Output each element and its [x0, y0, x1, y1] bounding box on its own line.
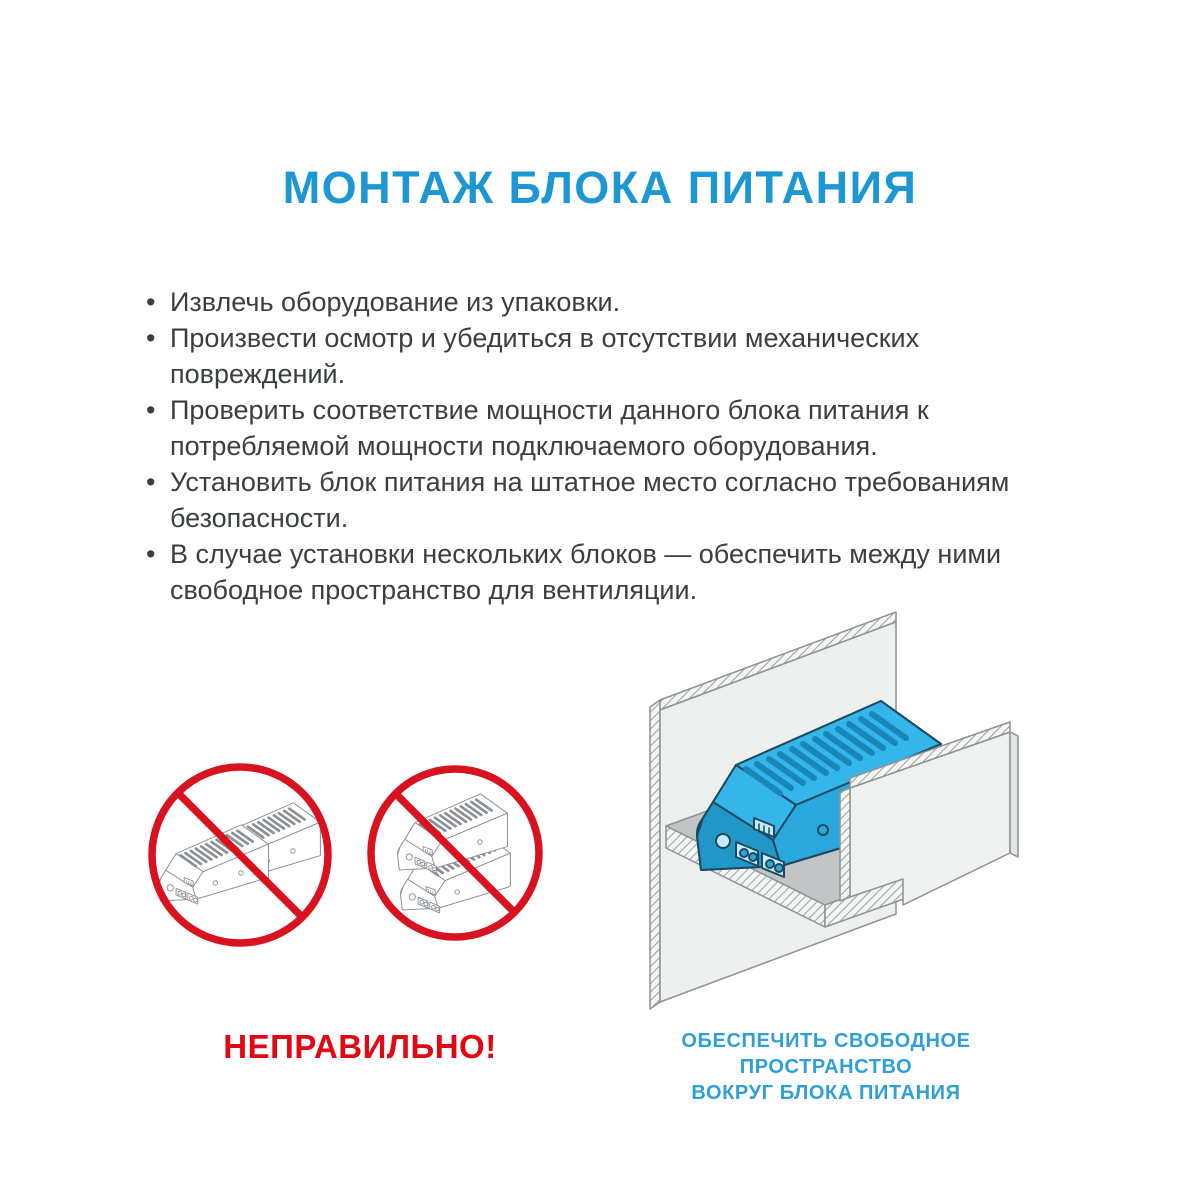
page-title: МОНТАЖ БЛОКА ПИТАНИЯ: [282, 162, 918, 213]
instruction-item: • Проверить соответствие мощности данного блока питания к потребляемой мощности подключаемого оборудования.: [146, 392, 1044, 464]
no-stacked-psu-icon: [371, 769, 539, 937]
free-space-caption: [598, 1028, 1054, 1106]
psu-free-space-diagram: [618, 608, 1030, 1048]
instruction-list: [146, 284, 1044, 608]
no-side-by-side-psu-icon: [152, 767, 328, 943]
instruction-item: • В случае установки нескольких блоков — обеспечить между ними свободное пространство для вентиляции.: [146, 536, 1044, 608]
caption-line: ВОКРУГ БЛОКА ПИТАНИЯ: [691, 1082, 961, 1104]
instruction-item: • Извлечь оборудование из упаковки.: [146, 284, 1044, 320]
wrong-label: НЕПРАВИЛЬНО!: [223, 1028, 497, 1065]
instruction-item: • Произвести осмотр и убедиться в отсутствии механических повреждений.: [146, 320, 1044, 392]
caption-line: ОБЕСПЕЧИТЬ СВОБОДНОЕ ПРОСТРАНСТВО: [681, 1030, 971, 1078]
prohibition-icons: [130, 745, 590, 970]
instruction-item: • Установить блок питания на штатное место согласно требованиям безопасности.: [146, 464, 1044, 536]
